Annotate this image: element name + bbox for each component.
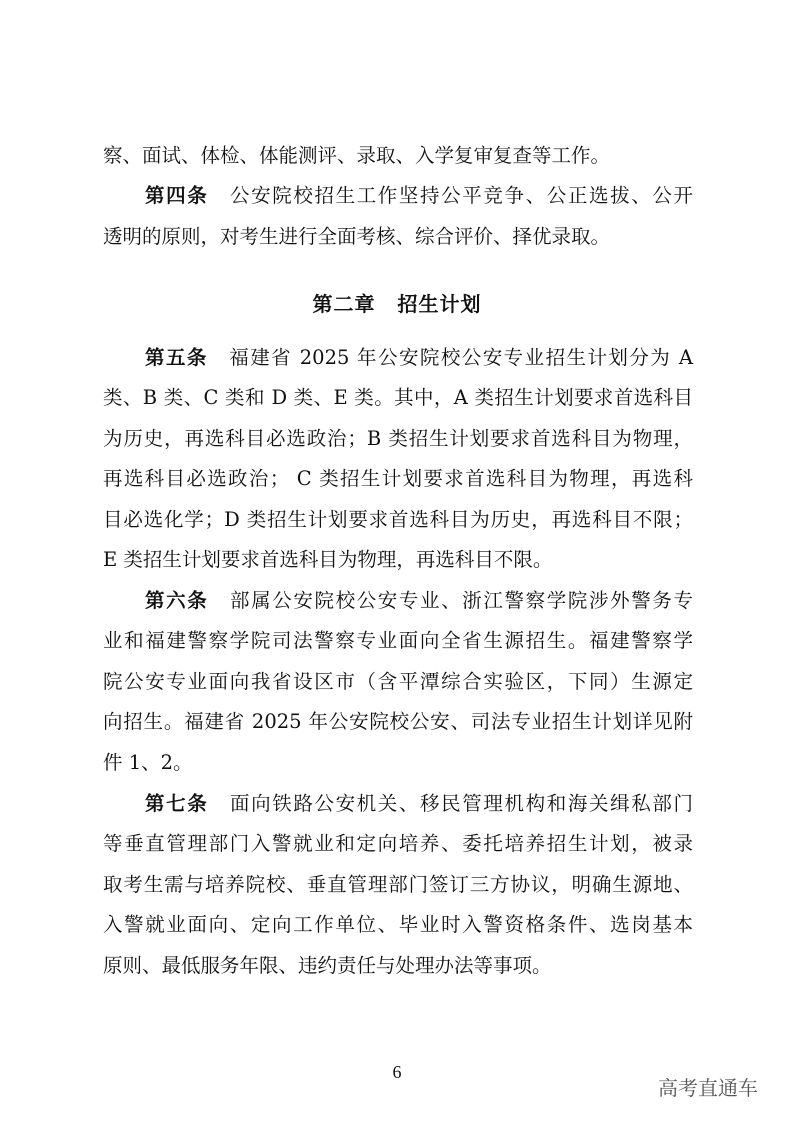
article-7-label: 第七条	[145, 792, 209, 815]
article-6-line-4: 向招生。福建省 2025 年公安院校公安、司法专业招生计划详见附	[103, 710, 693, 733]
chapter-heading	[0, 288, 794, 317]
page-number: 6	[392, 1062, 402, 1082]
article-6-line-1: 第六条 部属公安院校公安专业、浙江警察学院涉外警务专	[145, 589, 693, 612]
opening-line: 察、面试、体检、体能测评、录取、入学复审复查等工作。	[103, 144, 611, 167]
article-5-line-4: 再选科目必选政治； C 类招生计划要求首选科目为物理，再选科	[103, 467, 693, 490]
article-5-line-5: 目必选化学；D 类招生计划要求首选科目为历史，再选科目不限；	[103, 508, 693, 531]
watermark: 高考直通车	[658, 1076, 758, 1100]
article-6-line-5: 件 1、2。	[103, 751, 193, 774]
chapter-title: 招生计划	[397, 292, 482, 316]
article-7-line-4: 入警就业面向、定向工作单位、毕业时入警资格条件、选岗基本	[103, 913, 693, 936]
article-5-line-1: 第五条 福建省 2025 年公安院校公安专业招生计划分为 A	[145, 346, 693, 369]
article-5-line-3: 为历史，再选科目必选政治；B 类招生计划要求首选科目为物理，	[103, 427, 693, 450]
article-7-line-3: 取考生需与培养院校、垂直管理部门签订三方协议，明确生源地、	[103, 873, 693, 896]
article-5-label: 第五条	[145, 346, 208, 369]
article-6-label: 第六条	[145, 589, 209, 612]
article-7-line-2: 等垂直管理部门入警就业和定向培养、委托培养招生计划，被录	[103, 832, 693, 855]
chapter-number: 第二章	[312, 292, 376, 316]
article-6-line-3: 院公安专业面向我省设区市（含平潭综合实验区，下同）生源定	[103, 670, 693, 693]
article-7-line-5: 原则、最低服务年限、违约责任与处理办法等事项。	[103, 954, 552, 977]
article-4-line-2: 透明的原则，对考生进行全面考核、综合评价、择优录取。	[103, 225, 611, 248]
article-5-line-2: 类、B 类、C 类和 D 类、E 类。其中，A 类招生计划要求首选科目	[103, 386, 693, 409]
article-4-label: 第四条	[145, 184, 209, 207]
article-5-line-6: E 类招生计划要求首选科目为物理，再选科目不限。	[103, 548, 553, 571]
article-6-line-2: 业和福建警察学院司法警察专业面向全省生源招生。福建警察学	[103, 629, 693, 652]
article-4-line-1: 第四条 公安院校招生工作坚持公平竞争、公正选拔、公开	[145, 184, 693, 207]
article-7-line-1: 第七条 面向铁路公安机关、移民管理机构和海关缉私部门	[145, 792, 693, 815]
